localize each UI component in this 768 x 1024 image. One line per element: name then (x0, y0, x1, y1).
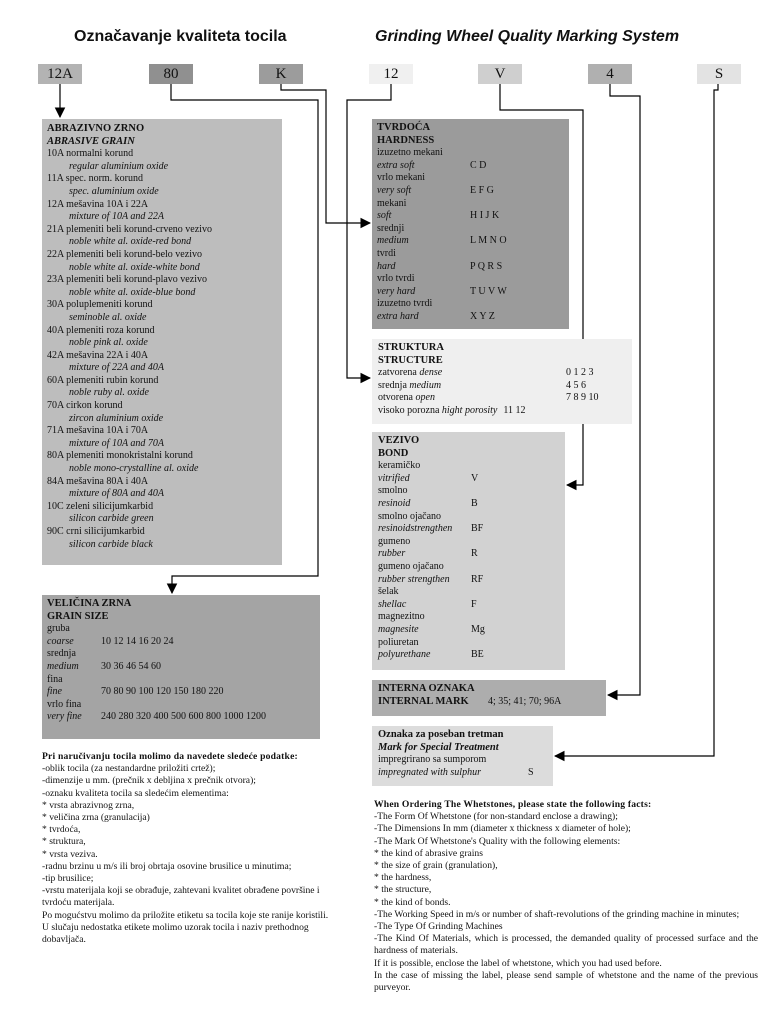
ordering-notes-serbian (42, 751, 342, 946)
structure-item-label (378, 367, 566, 380)
bond-item-en: resinoidstrengthen (378, 523, 453, 535)
abrasive-item-en: noble white al. oxide-white bond (69, 261, 200, 273)
notes-sr-lines (42, 763, 342, 946)
abrasive-item-sr: 10C zeleni silicijumkarbid (47, 500, 154, 512)
notes-sr-line: U slučaju nedostatka etikete molimo uzorak tocila i naziv prethodnog dobavljača. (42, 921, 309, 946)
grain_size-item-en: very fine (47, 711, 82, 723)
abrasive-item-en: mixture of 22A and 40A (69, 362, 164, 374)
notes-sr-line: -oznaku kvaliteta tocila sa sledećim elementima: (42, 787, 229, 799)
hardness-item-sr: mekani (377, 197, 407, 209)
code-cell: 4 (588, 64, 632, 84)
abrasive-item-en: noble mono-crystalline al. oxide (69, 463, 199, 475)
notes-en-line: -The Type Of Grinding Machines (374, 921, 503, 933)
bond-item-sr: smolno ojačano (378, 510, 442, 522)
special-title-sr: Oznaka za poseban tretman (378, 729, 504, 740)
bond-item-row (378, 599, 559, 612)
structure-item-codes: 11 12 (503, 404, 526, 416)
notes-sr-line: -tip brusilice; (42, 873, 94, 885)
hardness-item-row (377, 235, 564, 248)
structure-item-en: open (415, 392, 435, 404)
structure-item-row (378, 380, 626, 393)
special-code: S (528, 766, 534, 778)
notes-en-line: In the case of missing the label, please send sample of whetstone and the name of the previous purveyor. (374, 969, 758, 994)
hardness-item-sr: tvrdi (377, 247, 396, 259)
bond-box (372, 432, 565, 670)
hardness-item-row (377, 261, 564, 274)
bond-item-row (378, 548, 559, 561)
grain_size-item-sr: fina (47, 673, 63, 685)
abrasive-list (47, 148, 277, 551)
hardness-item-sr: vrlo tvrdi (377, 273, 415, 285)
notes-sr-line: * veličina zrna (granulacija) (42, 812, 150, 824)
abrasive-title-sr: ABRAZIVNO ZRNO (47, 123, 145, 134)
abrasive-item-en: noble white al. oxide-blue bond (69, 286, 196, 298)
notes-sr-line: * tvrdoća, (42, 824, 81, 836)
abrasive-item-sr: 80A plemeniti monokristalni korund (47, 450, 193, 462)
notes-sr-line: -oblik tocila (za nestandardne priložiti crtež); (42, 763, 216, 775)
structure-item-en: hight porosity (441, 404, 498, 416)
abrasive-item-sr: 12A mešavina 10A i 22A (47, 198, 149, 210)
abrasive-item-en: regular aluminium oxide (69, 160, 169, 172)
grain_size-item-en: coarse (47, 635, 74, 647)
hardness-item-en: extra soft (377, 159, 415, 171)
bond-item-sr: keramičko (378, 460, 421, 472)
notes-en-line: * the structure, (374, 884, 432, 896)
arrow-hardness (281, 84, 370, 223)
title-serbian: Označavanje kvaliteta tocila (74, 28, 287, 45)
notes-sr-line: * vrsta abrazivnog zrna, (42, 799, 135, 811)
grain_size-item-row (47, 686, 315, 699)
abrasive-item-sr: 40A plemeniti roza korund (47, 324, 155, 336)
hardness-item-en: extra hard (377, 310, 419, 322)
abrasive-item-sr: 23A plemeniti beli korund-plavo vezivo (47, 274, 207, 286)
bond-item-sr: smolno (378, 485, 408, 497)
hardness-list (377, 147, 564, 323)
hardness-title-sr: TVRDOĆA (377, 122, 431, 133)
structure-item-en: medium (409, 379, 442, 391)
hardness-box (372, 119, 569, 329)
structure-list (378, 367, 626, 417)
hardness-item-en: soft (377, 210, 392, 222)
structure-item-codes: 4 5 6 (566, 379, 586, 391)
hardness-title-en: HARDNESS (377, 134, 435, 146)
notes-sr-line: Po mogućstvu molimo da priložite etiketu sa tocila koje ste ranije koristili. (42, 909, 329, 921)
abrasive-item-en: seminoble al. oxide (69, 311, 147, 323)
notes-en-line: * the hardness, (374, 872, 432, 884)
code-cell: 80 (149, 64, 193, 84)
hardness-item-row (377, 160, 564, 173)
internal-title-sr: INTERNA OZNAKA (378, 683, 475, 694)
structure-item-row (378, 367, 626, 380)
abrasive-item-en: noble white al. oxide-red bond (69, 236, 192, 248)
notes-en-heading: When Ordering The Whetstones, please state the following facts: (374, 799, 652, 810)
bond-title-sr: VEZIVO (378, 435, 420, 446)
abrasive-item-sr: 70A cirkon korund (47, 400, 123, 412)
abrasive-item-sr: 11A spec. norm. korund (47, 173, 144, 185)
grain_size-item-en: medium (47, 660, 79, 672)
bond-item-row (378, 498, 559, 511)
hardness-item-row (377, 311, 564, 324)
code-cell: K (259, 64, 303, 84)
bond-item-sr: šelak (378, 586, 399, 598)
structure-item-row (378, 405, 626, 418)
ordering-notes-english (374, 799, 758, 994)
bond-item-sr: gumeno ojačano (378, 560, 444, 572)
abrasive-item-en: zircon aluminium oxide (69, 412, 164, 424)
hardness-item-row (377, 286, 564, 299)
grain_size-item-sr: srednja (47, 648, 76, 660)
hardness-item-row (377, 185, 564, 198)
bond-item-codes: Mg (471, 623, 485, 635)
bond-item-sr: magnezitno (378, 611, 425, 623)
hardness-item-sr: izuzetno tvrdi (377, 298, 433, 310)
bond-item-codes: BF (471, 523, 484, 535)
grain_size-item-codes: 30 36 46 54 60 (101, 660, 161, 672)
bond-item-row (378, 574, 559, 587)
grain-size-box (42, 595, 320, 739)
notes-en-line: -The Dimensions In mm (diameter x thickness x diameter of hole); (374, 823, 631, 835)
notes-en-line: * the kind of abrasive grains (374, 847, 483, 859)
bond-item-codes: V (471, 472, 479, 484)
bond-item-sr: gumeno (378, 535, 411, 547)
structure-item-sr: srednja (378, 379, 407, 391)
bond-list (378, 460, 559, 662)
bond-item-en: rubber (378, 548, 406, 560)
grain_size-item-codes: 10 12 14 16 20 24 (101, 635, 174, 647)
code-cell: 12A (38, 64, 82, 84)
structure-item-codes: 7 8 9 10 (566, 392, 599, 404)
abrasive-grain-box (42, 119, 282, 565)
abrasive-item-en: noble pink al. oxide (69, 337, 148, 349)
hardness-item-codes: C D (470, 159, 487, 171)
abrasive-item-en: mixture of 10A and 70A (69, 437, 164, 449)
hardness-item-en: hard (377, 260, 396, 272)
bond-item-en: magnesite (378, 623, 419, 635)
notes-sr-line: -vrstu materijala koji se obrađuje, zahtevani kvalitet obrađene površine i tvrdoću materijala. (42, 885, 320, 909)
structure-item-sr: otvorena (378, 392, 413, 404)
bond-item-codes: R (471, 548, 478, 560)
bond-item-row (378, 523, 559, 536)
hardness-item-en: very soft (377, 184, 412, 196)
bond-item-en: shellac (378, 598, 407, 610)
structure-item-sr: zatvorena (378, 367, 417, 379)
hardness-item-sr: izuzetno mekani (377, 147, 443, 159)
bond-item-codes: B (471, 497, 478, 509)
bond-item-en: rubber strengthen (378, 573, 450, 585)
abrasive-item-sr: 10A normalni korund (47, 148, 134, 160)
structure-box (372, 339, 632, 424)
bond-item-codes: BE (471, 649, 484, 661)
special-item-en: impregnated with sulphur (378, 766, 481, 778)
notes-sr-line: * struktura, (42, 836, 86, 848)
structure-item-row (378, 392, 626, 405)
grain_size-item-en: fine (47, 686, 62, 698)
abrasive-item-en: silicon carbide black (69, 538, 153, 550)
grain_size-item-sr: gruba (47, 623, 70, 635)
special-item-sr: impregrirano sa sumporom (378, 754, 487, 766)
notes-sr-line: -dimenzije u mm. (prečnik x debljina x prečnik otvora); (42, 775, 256, 787)
abrasive-title-en: ABRASIVE GRAIN (47, 135, 135, 147)
notes-en-line: -The Working Speed in m/s or number of shaft-revolutions of the grinding machine in minutes; (374, 908, 740, 920)
structure-item-label (378, 392, 566, 405)
grain-title-sr: VELIČINA ZRNA (47, 598, 132, 609)
abrasive-item-en: mixture of 10A and 22A (69, 211, 164, 223)
hardness-item-codes: T U V W (470, 285, 507, 297)
internal-title-en: INTERNAL MARK (378, 695, 469, 707)
grain_size-item-row (47, 661, 315, 674)
abrasive-item-sr: 21A plemeniti beli korund-crveno vezivo (47, 223, 212, 235)
grain_size-item-row (47, 711, 315, 724)
structure-item-sr: visoko porozna (378, 404, 440, 416)
abrasive-item-sr: 42A mešavina 22A i 40A (47, 349, 149, 361)
notes-en-line: * the size of grain (granulation), (374, 860, 498, 872)
code-cell: V (478, 64, 522, 84)
grain-list (47, 623, 315, 724)
abrasive-item-sr: 30A poluplemeniti korund (47, 299, 153, 311)
notes-sr-heading: Pri naručivanju tocila molimo da navedete sledeće podatke: (42, 751, 298, 762)
structure-title-sr: STRUKTURA (378, 342, 444, 353)
internal-values: 4; 35; 41; 70; 96A (488, 695, 562, 707)
bond-item-codes: F (471, 598, 477, 610)
notes-sr-line: -radnu brzinu u m/s ili broj obrtaja osovine brusilice u minutima; (42, 860, 292, 872)
bond-title-en: BOND (378, 447, 409, 459)
structure-item-codes: 0 1 2 3 (566, 367, 594, 379)
grain_size-item-codes: 240 280 320 400 500 600 800 1000 1200 (101, 711, 266, 723)
notes-en-line: -The Kind Of Materials, which is processed, the demanded quality of processed surface and the hardness of materials. (374, 933, 758, 957)
notes-sr-line: * vrsta veziva. (42, 848, 98, 860)
structure-item-en: dense (419, 367, 443, 379)
abrasive-item-sr: 90C crni silicijumkarbid (47, 526, 145, 537)
bond-item-sr: poliuretan (378, 636, 419, 648)
hardness-item-row (377, 210, 564, 223)
abrasive-item-sr: 22A plemeniti beli korund-belo vezivo (47, 248, 202, 260)
abrasive-item-en: silicon carbide green (69, 513, 154, 525)
hardness-item-en: medium (377, 235, 409, 247)
title-english: Grinding Wheel Quality Marking System (375, 28, 680, 45)
hardness-item-codes: X Y Z (470, 310, 495, 322)
grain_size-item-codes: 70 80 90 100 120 150 180 220 (101, 686, 224, 698)
bond-item-en: resinoid (378, 497, 411, 509)
hardness-item-codes: L M N O (470, 235, 507, 247)
grain_size-item-row (47, 636, 315, 649)
bond-item-codes: RF (471, 573, 484, 585)
grain-title-en: GRAIN SIZE (47, 610, 109, 622)
hardness-item-codes: E F G (470, 184, 494, 196)
bond-item-row (378, 473, 559, 486)
abrasive-item-en: noble ruby al. oxide (69, 387, 149, 399)
bond-item-en: vitrified (378, 472, 410, 484)
abrasive-item-en: spec. aluminium oxide (69, 185, 159, 197)
notes-en-line: If it is possible, enclose the label of whetstone, which you had used before. (374, 957, 662, 969)
special-treatment-box (372, 726, 553, 786)
notes-en-line: -The Form Of Whetstone (for non-standard enclose a drawing); (374, 811, 618, 823)
grain_size-item-sr: vrlo fina (47, 698, 82, 710)
abrasive-item-en: mixture of 80A and 40A (69, 488, 164, 500)
bond-item-en: polyurethane (378, 649, 431, 661)
hardness-item-codes: P Q R S (470, 260, 503, 272)
special-title-en: Mark for Special Treatment (378, 741, 499, 753)
notes-en-lines (374, 811, 758, 994)
abrasive-item-sr: 84A mešavina 80A i 40A (47, 475, 149, 487)
code-cell: S (697, 64, 741, 84)
notes-en-line: * the kind of bonds. (374, 896, 451, 908)
hardness-item-sr: vrlo mekani (377, 172, 426, 184)
code-cell: 12 (369, 64, 413, 84)
bond-item-row (378, 624, 559, 637)
internal-mark-box (372, 680, 606, 716)
structure-title-en: STRUCTURE (378, 354, 443, 366)
abrasive-item-sr: 71A mešavina 10A i 70A (47, 425, 149, 437)
structure-item-label (378, 380, 566, 393)
structure-item-label (378, 405, 497, 418)
hardness-item-codes: H I J K (470, 210, 500, 222)
abrasive-item-sr: 60A plemeniti rubin korund (47, 374, 159, 386)
notes-en-line: -The Mark Of Whetstone's Quality with the following elements: (374, 835, 621, 847)
bond-item-row (378, 649, 559, 662)
hardness-item-sr: srednji (377, 222, 405, 234)
hardness-item-en: very hard (377, 285, 416, 297)
